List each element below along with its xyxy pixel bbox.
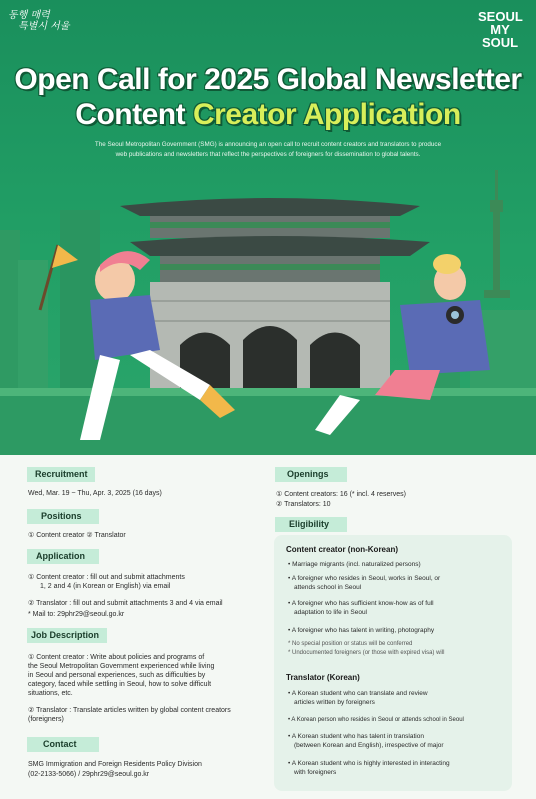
intro-text: The Seoul Metropolitan Government (SMG) is announcing an open call to recruit content creators and translators to produce web publications and newsletters that reflect the perspectives of foreigners for dissemination to global talents. (94, 141, 442, 158)
title-accent: Creator Application (192, 98, 461, 131)
seoul-slogan-logo (8, 10, 78, 32)
creator-criterion-3b: adaptation to life in Seoul (294, 609, 367, 616)
translator-criterion-1b: articles written by foreigners (294, 699, 375, 706)
building-left-1 (0, 230, 20, 410)
job-line1: ① Content creator : Write about policies and programs of (28, 654, 205, 661)
eligibility-heading: Eligibility (275, 517, 347, 532)
application-line4: * Mail to: 29phr29@seoul.go.kr (28, 611, 125, 618)
creator-criterion-4: • A foreigner who has talent in writing, photography (288, 627, 435, 634)
ground (0, 392, 536, 460)
seoul-my-soul-logo (478, 10, 522, 49)
job-line5: situations, etc. (28, 690, 73, 697)
contact-line1: SMG Immigration and Foreign Residents Policy Division (28, 761, 202, 768)
namsan-tower-icon (484, 170, 510, 298)
creator-criterion-1: • Marriage migrants (incl. naturalized persons) (288, 561, 421, 568)
positions-heading: Positions (27, 509, 99, 524)
slogan-line1: 동행 매력 (8, 10, 50, 21)
job-line7: (foreigners) (28, 716, 64, 723)
openings-line1: ① Content creators: 16 (* incl. 4 reserves) (276, 491, 406, 498)
translator-criterion-3b: (between Korean and English), irrespective of major (294, 742, 444, 749)
creator-note-2: * Undocumented foreigners (or those with expired visa) will (288, 650, 445, 656)
application-heading: Application (27, 549, 99, 564)
slogan-line2: 특별시 서울 (18, 21, 70, 32)
page-title-line2 (0, 98, 536, 132)
translator-criterion-2: • A Korean person who resides in Seoul or attends school in Seoul (288, 717, 464, 723)
job-line6: ② Translator : Translate articles written by global content creators (28, 707, 231, 714)
translator-criterion-4a: • A Korean student who is highly interested in interacting (288, 760, 450, 767)
creator-criterion-2b: attends school in Seoul (294, 584, 362, 591)
job-description-heading: Job Description (27, 628, 107, 643)
application-line2: 1, 2 and 4 (in Korean or English) via email (40, 583, 171, 590)
translator-criterion-1a: • A Korean student who can translate and review (288, 690, 428, 697)
creator-criterion-3a: • A foreigner who has sufficient know-how as of full (288, 600, 434, 607)
recruitment-dates: Wed, Mar. 19 ~ Thu, Apr. 3, 2025 (16 days) (28, 490, 162, 497)
city-illustration (0, 160, 536, 460)
title-prefix: Content (75, 98, 193, 131)
recruitment-heading: Recruitment (27, 467, 95, 482)
translator-criterion-3a: • A Korean student who has talent in translation (288, 733, 424, 740)
seoul-logo-line1: SEOUL (478, 9, 523, 24)
application-line1: ① Content creator : fill out and submit attachments (28, 574, 185, 581)
hedge (0, 388, 536, 396)
application-line3: ② Translator : fill out and submit attachments 3 and 4 via email (28, 600, 223, 607)
creator-eligibility-title: Content creator (non-Korean) (286, 545, 398, 554)
translator-eligibility-title: Translator (Korean) (286, 673, 360, 682)
creator-criterion-2a: • A foreigner who resides in Seoul, works in Seoul, or (288, 575, 441, 582)
eligibility-box (274, 535, 512, 791)
contact-heading: Contact (27, 737, 99, 752)
positions-text: ① Content creator ② Translator (28, 532, 126, 539)
translator-criterion-4b: with foreigners (294, 769, 337, 776)
page-title-line1: Open Call for 2025 Global Newsletter (14, 63, 522, 96)
job-line4: category, faced while settling in Seoul, how to solve difficult (28, 681, 212, 688)
building-left-2 (18, 260, 48, 410)
contact-line2: (02-2133-5066) / 29phr29@seoul.go.kr (28, 771, 150, 778)
openings-heading: Openings (275, 467, 347, 482)
seoul-logo-line2: MY SOUL (481, 22, 519, 50)
openings-line2: ② Translators: 10 (276, 501, 331, 508)
job-line2: the Seoul Metropolitan Government experienced while living (28, 663, 215, 670)
job-line3: in Seoul and personal experiences, such as difficulties by (28, 672, 206, 679)
creator-note-1: * No special position or status will be conferred (288, 641, 413, 647)
